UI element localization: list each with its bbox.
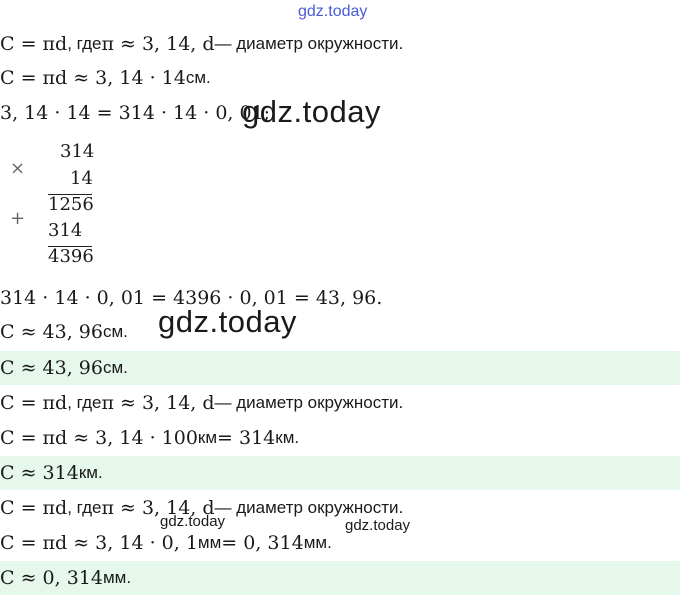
text-part: км	[197, 428, 218, 447]
formula-line-8	[0, 421, 680, 455]
watermark-top: gdz.today	[298, 3, 368, 20]
answer-line-2	[0, 456, 680, 490]
text-part: км.	[78, 463, 103, 482]
formula-part: π ≈ 3, 14, d	[101, 392, 215, 414]
formula-part: C = πd ≈ 3, 14 · 100	[0, 427, 198, 449]
multiplier: 14	[70, 168, 93, 189]
text-part: см.	[185, 68, 211, 87]
formula-line-7	[0, 386, 680, 420]
text-part: — диаметр окружности.	[214, 498, 404, 517]
text-part: — диаметр окружности.	[214, 393, 404, 412]
formula-part: = 0, 314	[221, 532, 304, 554]
formula-part: π ≈ 3, 14, d	[101, 497, 215, 519]
answer-line-3	[0, 561, 680, 595]
formula-part: = 314	[217, 427, 276, 449]
formula-part: C = πd ≈ 3, 14 · 0, 1	[0, 532, 198, 554]
formula-line-1	[0, 27, 680, 61]
text-part: мм.	[303, 533, 332, 552]
formula-part: C = πd ≈ 3, 14 · 14	[0, 67, 186, 89]
answer-line-1	[0, 351, 680, 385]
text-part: — диаметр окружности.	[214, 34, 404, 53]
product-result: 4396	[48, 246, 94, 267]
formula-part: C = πd	[0, 33, 68, 55]
text-part: см.	[102, 358, 128, 377]
formula-part: C = πd	[0, 392, 68, 414]
formula-part: π ≈ 3, 14, d	[101, 33, 215, 55]
watermark-mid2: gdz.today	[158, 304, 297, 339]
plus-sign: +	[10, 208, 26, 229]
formula-line-11	[0, 526, 680, 560]
times-sign: ×	[10, 158, 26, 179]
formula-line-2	[0, 61, 680, 95]
partial-product-2: 314	[48, 220, 83, 241]
formula-part: 314 · 14 · 0, 01 = 4396 · 0, 01 = 43, 96.	[0, 287, 383, 309]
text-part: мм	[197, 533, 222, 552]
formula-part: 3, 14 · 14 = 314 · 14 · 0, 01;	[0, 102, 271, 124]
watermark-mid1: gdz.today	[242, 94, 381, 129]
formula-part: C ≈ 43, 96	[0, 321, 103, 343]
text-part: см.	[102, 322, 128, 341]
formula-part: C ≈ 314	[0, 462, 79, 484]
formula-part: C ≈ 0, 314	[0, 567, 103, 589]
formula-part: C = πd	[0, 497, 68, 519]
text-part: , где	[67, 34, 102, 53]
text-part: мм.	[102, 568, 132, 587]
watermark-low2: gdz.today	[345, 517, 411, 534]
formula-line-5	[0, 315, 680, 349]
text-part: , где	[67, 498, 102, 517]
multiplicand: 314	[60, 141, 95, 162]
column-multiplication	[0, 138, 120, 273]
formula-part: C ≈ 43, 96	[0, 357, 103, 379]
watermark-low1: gdz.today	[160, 513, 226, 530]
text-part: км.	[275, 428, 300, 447]
formula-line-4	[0, 281, 680, 315]
text-part: , где	[67, 393, 102, 412]
formula-line-10	[0, 491, 680, 525]
partial-product-1: 1256	[48, 194, 94, 215]
